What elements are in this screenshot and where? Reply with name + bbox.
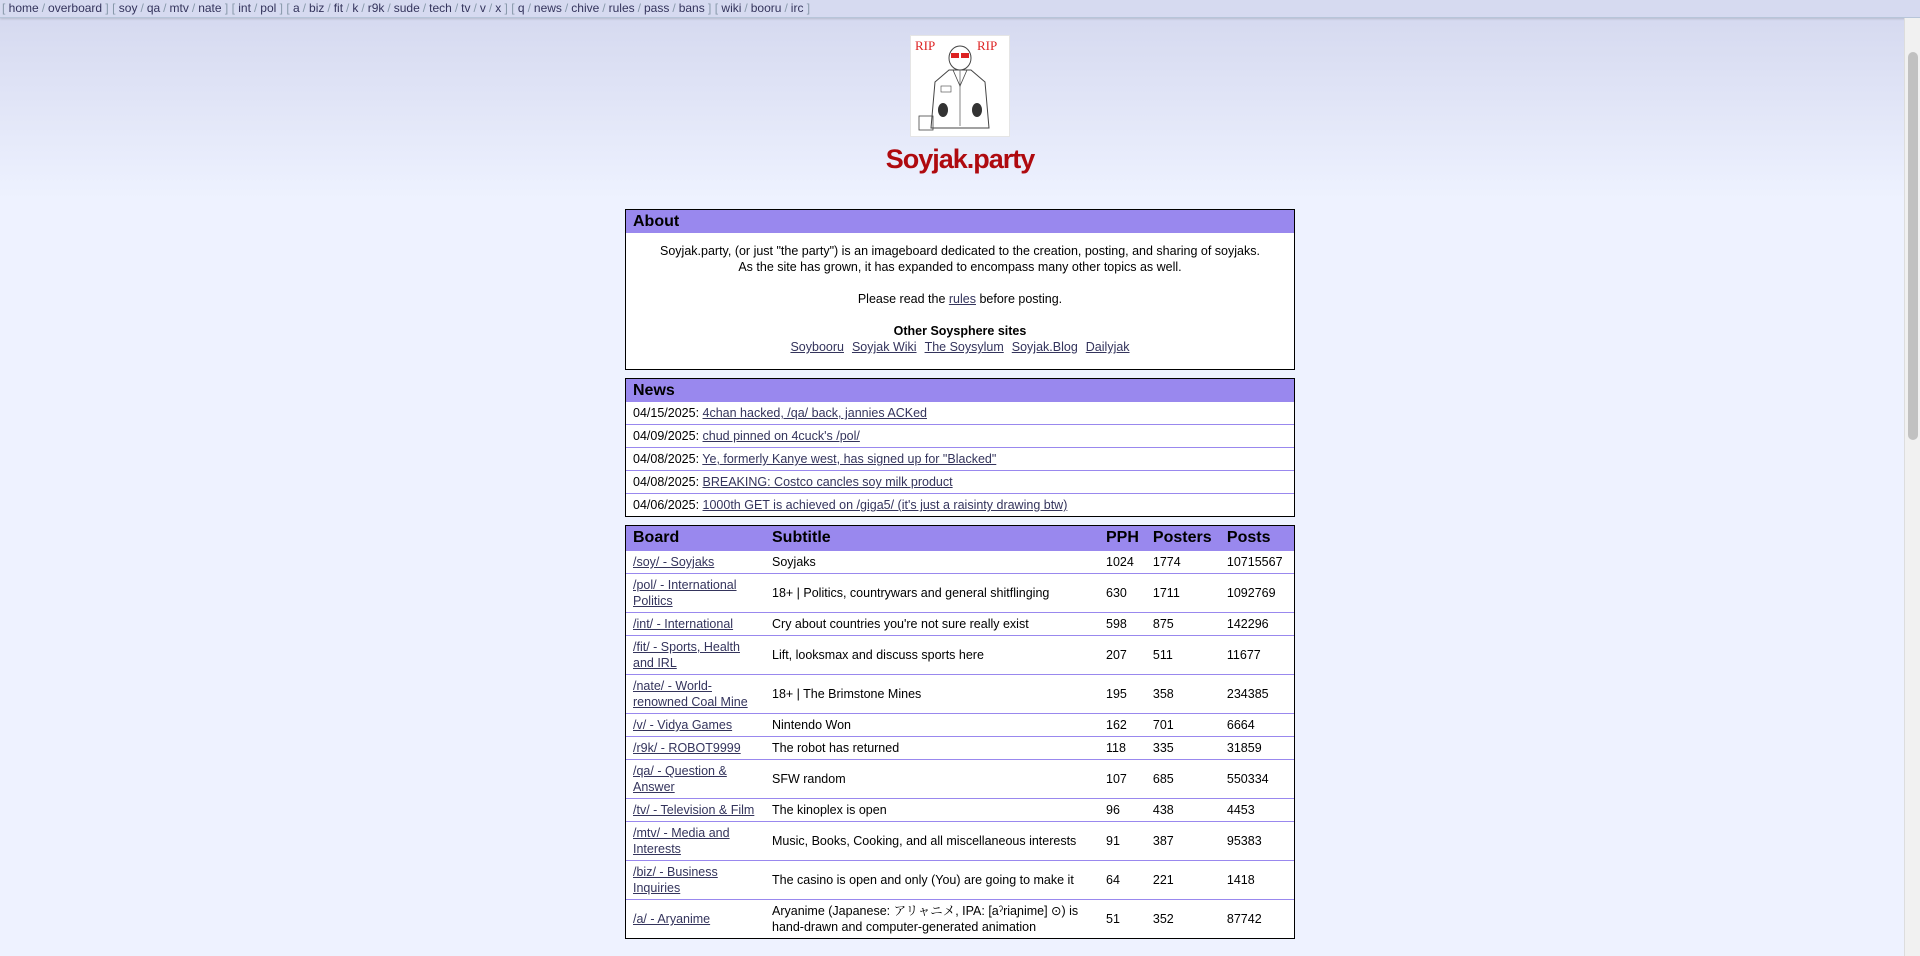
- board-row: [626, 737, 1294, 760]
- board-name-cell: [626, 574, 765, 613]
- about-box: [625, 209, 1295, 370]
- board-subtitle-cell: Cry about countries you're not sure really exist: [765, 613, 1099, 636]
- board-subtitle-cell: Lift, looksmax and discuss sports here: [765, 636, 1099, 675]
- board-link[interactable]: /nate/ - World-renowned Coal Mine: [633, 679, 748, 709]
- nav-link-news[interactable]: news: [533, 1, 562, 15]
- nav-link-tv[interactable]: tv: [461, 1, 471, 15]
- board-pph-cell: 96: [1099, 799, 1146, 822]
- nav-separator: /: [140, 1, 144, 15]
- board-link[interactable]: /soy/ - Soyjaks: [633, 555, 715, 569]
- news-date-colon: :: [695, 429, 703, 443]
- nav-link-k[interactable]: k: [352, 1, 359, 15]
- nav-separator: /: [672, 1, 676, 15]
- nav-bracket: [: [511, 1, 518, 15]
- board-subtitle-cell: Music, Books, Cooking, and all miscellaneous interests: [765, 822, 1099, 861]
- boards-header-row: [626, 526, 1294, 551]
- header-pph: PPH: [1099, 526, 1146, 551]
- board-pph-cell: 64: [1099, 861, 1146, 900]
- news-item: [626, 402, 1294, 424]
- board-pph-cell: 107: [1099, 760, 1146, 799]
- board-row: [626, 760, 1294, 799]
- about-heading: About: [626, 210, 1294, 233]
- board-pph-cell: 51: [1099, 900, 1146, 939]
- board-subtitle-cell: Soyjaks: [765, 551, 1099, 574]
- nav-separator: /: [454, 1, 459, 15]
- nav-group: [112, 1, 231, 15]
- nav-separator: /: [253, 1, 258, 15]
- board-posts-cell: 4453: [1220, 799, 1294, 822]
- board-subtitle-cell: 18+ | The Brimstone Mines: [765, 675, 1099, 714]
- board-pph-cell: 598: [1099, 613, 1146, 636]
- board-subtitle-cell: The kinoplex is open: [765, 799, 1099, 822]
- nav-link-bans[interactable]: bans: [678, 1, 705, 15]
- nav-link-nate[interactable]: nate: [198, 1, 222, 15]
- nav-separator: /: [361, 1, 365, 15]
- news-heading: News: [626, 379, 1294, 402]
- header-posters: Posters: [1146, 526, 1220, 551]
- nav-link-sude[interactable]: sude: [393, 1, 420, 15]
- nav-link-pol[interactable]: pol: [260, 1, 277, 15]
- board-posts-cell: 1418: [1220, 861, 1294, 900]
- board-posts-cell: 95383: [1220, 822, 1294, 861]
- board-link[interactable]: /tv/ - Television & Film: [633, 803, 755, 817]
- nav-group: [511, 1, 715, 15]
- news-date: 04/15/2025: [633, 406, 696, 420]
- board-posts-cell: 142296: [1220, 613, 1294, 636]
- nav-group: [286, 1, 511, 15]
- news-link[interactable]: Ye, formerly Kanye west, has signed up for "Blacked": [702, 452, 997, 466]
- board-link[interactable]: /v/ - Vidya Games: [633, 718, 733, 732]
- nav-bracket: [: [231, 1, 239, 15]
- news-date: 04/08/2025: [633, 475, 696, 489]
- nav-bracket: ]: [501, 1, 512, 15]
- board-name-cell: [626, 551, 765, 574]
- board-row: [626, 714, 1294, 737]
- news-date: 04/08/2025: [633, 452, 696, 466]
- board-posters-cell: 335: [1146, 737, 1220, 760]
- nav-link-v[interactable]: v: [479, 1, 486, 15]
- board-link[interactable]: /fit/ - Sports, Health and IRL: [633, 640, 740, 670]
- nav-group: [2, 1, 112, 15]
- board-name-cell: [626, 760, 765, 799]
- board-row: [626, 861, 1294, 900]
- site-link-soyjak-blog[interactable]: Soyjak.Blog: [1011, 340, 1078, 354]
- board-posters-cell: 875: [1146, 613, 1220, 636]
- header-board: Board: [626, 526, 765, 551]
- site-link-dailyjak[interactable]: Dailyjak: [1085, 340, 1130, 354]
- page-scrollbar[interactable]: [1904, 18, 1920, 956]
- nav-separator: /: [191, 1, 196, 15]
- board-name-cell: [626, 636, 765, 675]
- board-posts-cell: 6664: [1220, 714, 1294, 737]
- board-name-cell: [626, 861, 765, 900]
- board-name-cell: [626, 737, 765, 760]
- board-link[interactable]: /mtv/ - Media and Interests: [633, 826, 730, 856]
- news-item: [626, 470, 1294, 493]
- nav-link-overboard[interactable]: overboard: [48, 1, 103, 15]
- nav-link-pass[interactable]: pass: [643, 1, 670, 15]
- board-posters-cell: 358: [1146, 675, 1220, 714]
- board-link[interactable]: /a/ - Aryanime: [633, 912, 711, 926]
- header-posts: Posts: [1220, 526, 1294, 551]
- board-name-cell: [626, 822, 765, 861]
- board-posters-cell: 1774: [1146, 551, 1220, 574]
- board-posters-cell: 1711: [1146, 574, 1220, 613]
- board-name-cell: [626, 714, 765, 737]
- nav-separator: /: [602, 1, 606, 15]
- nav-bracket: [: [714, 1, 722, 15]
- nav-link-r9k[interactable]: r9k: [367, 1, 385, 15]
- site-link-soyjak-wiki[interactable]: Soyjak Wiki: [851, 340, 917, 354]
- nav-link-qa[interactable]: qa: [146, 1, 161, 15]
- board-pph-cell: 195: [1099, 675, 1146, 714]
- news-date: 04/06/2025: [633, 498, 696, 512]
- nav-separator: /: [637, 1, 641, 15]
- rules-link[interactable]: rules: [948, 292, 976, 306]
- site-header: [0, 35, 1920, 175]
- logo-rip-text: RIP: [915, 38, 936, 53]
- nav-link-irc[interactable]: irc: [790, 1, 804, 15]
- nav-bracket: [: [112, 1, 119, 15]
- board-posts-cell: 11677: [1220, 636, 1294, 675]
- board-pph-cell: 630: [1099, 574, 1146, 613]
- news-list: [626, 402, 1294, 516]
- nav-link-tech[interactable]: tech: [429, 1, 452, 15]
- board-row: [626, 675, 1294, 714]
- about-intro: Soyjak.party, (or just "the party") is an imageboard dedicated to the creation, posting, and sharing of soyjaks. As the site has grown, it has expanded to encompass many other topics as well.: [660, 244, 1260, 274]
- board-link[interactable]: /qa/ - Question & Answer: [633, 764, 727, 794]
- top-nav-bar: [0, 0, 1920, 18]
- nav-bracket: ]: [803, 1, 811, 15]
- board-row: [626, 551, 1294, 574]
- site-link-soybooru[interactable]: Soybooru: [790, 340, 844, 354]
- board-posters-cell: 685: [1146, 760, 1220, 799]
- nav-link-mtv[interactable]: mtv: [169, 1, 189, 15]
- nav-link-home[interactable]: home: [8, 1, 39, 15]
- nav-separator: /: [302, 1, 307, 15]
- board-posters-cell: 387: [1146, 822, 1220, 861]
- board-subtitle-cell: 18+ | Politics, countrywars and general shitflinging: [765, 574, 1099, 613]
- soyjak-logo-image: [910, 35, 1010, 137]
- nav-link-q[interactable]: q: [517, 1, 525, 15]
- board-subtitle-cell: Nintendo Won: [765, 714, 1099, 737]
- board-row: [626, 636, 1294, 675]
- nav-separator: /: [327, 1, 331, 15]
- board-row: [626, 822, 1294, 861]
- logo-link[interactable]: [910, 38, 1010, 140]
- board-row: [626, 613, 1294, 636]
- nav-separator: /: [422, 1, 427, 15]
- board-posts-cell: 1092769: [1220, 574, 1294, 613]
- nav-bracket: [: [286, 1, 293, 15]
- nav-link-rules[interactable]: rules: [608, 1, 635, 15]
- nav-bracket: ]: [704, 1, 715, 15]
- site-title: Soyjak.party: [885, 144, 1035, 174]
- scrollbar-thumb[interactable]: [1908, 52, 1918, 440]
- board-posters-cell: 221: [1146, 861, 1220, 900]
- rules-notice-prefix: Please read the: [857, 292, 949, 306]
- nav-separator: /: [564, 1, 569, 15]
- nav-link-booru[interactable]: booru: [750, 1, 782, 15]
- board-subtitle-cell: The casino is open and only (You) are going to make it: [765, 861, 1099, 900]
- board-pph-cell: 118: [1099, 737, 1146, 760]
- board-name-cell: [626, 675, 765, 714]
- board-name-cell: [626, 900, 765, 939]
- nav-group: [715, 1, 810, 15]
- nav-separator: /: [744, 1, 748, 15]
- news-date-colon: :: [695, 475, 703, 489]
- boards-box: [625, 525, 1295, 939]
- nav-link-chive[interactable]: chive: [571, 1, 600, 15]
- board-subtitle-cell: SFW random: [765, 760, 1099, 799]
- board-posts-cell: 87742: [1220, 900, 1294, 939]
- nav-bracket: ]: [276, 1, 287, 15]
- news-date-colon: :: [695, 406, 703, 420]
- news-link[interactable]: chud pinned on 4cuck's /pol/: [702, 429, 860, 443]
- board-posts-cell: 234385: [1220, 675, 1294, 714]
- board-posters-cell: 438: [1146, 799, 1220, 822]
- board-subtitle-cell: Aryanime (Japanese: アリャニメ, IPA: [aˀriaɲime] ⊙) is hand-drawn and computer-generated animation: [765, 900, 1099, 939]
- board-posters-cell: 511: [1146, 636, 1220, 675]
- nav-link-soy[interactable]: soy: [118, 1, 138, 15]
- news-item: [626, 493, 1294, 516]
- board-posts-cell: 10715567: [1220, 551, 1294, 574]
- about-body: [626, 233, 1294, 369]
- nav-separator: /: [163, 1, 167, 15]
- board-row: [626, 574, 1294, 613]
- news-date-colon: :: [695, 498, 703, 512]
- nav-separator: /: [527, 1, 531, 15]
- nav-bracket: ]: [102, 1, 113, 15]
- board-posters-cell: 701: [1146, 714, 1220, 737]
- nav-link-int[interactable]: int: [238, 1, 251, 15]
- nav-link-x[interactable]: x: [495, 1, 502, 15]
- nav-group: [232, 1, 287, 15]
- board-row: [626, 900, 1294, 939]
- rules-notice-suffix: before posting.: [975, 292, 1063, 306]
- news-link[interactable]: 4chan hacked, /qa/ back, jannies ACKed: [702, 406, 927, 420]
- board-pph-cell: 91: [1099, 822, 1146, 861]
- board-posts-cell: 550334: [1220, 760, 1294, 799]
- rules-notice: [656, 291, 1264, 307]
- nav-link-a[interactable]: a: [292, 1, 300, 15]
- nav-link-fit[interactable]: fit: [333, 1, 344, 15]
- board-link[interactable]: /int/ - International: [633, 617, 734, 631]
- board-name-cell: [626, 799, 765, 822]
- board-link[interactable]: /pol/ - International Politics: [633, 578, 737, 608]
- nav-bracket: ]: [221, 1, 232, 15]
- news-link[interactable]: BREAKING: Costco cancles soy milk product: [702, 475, 953, 489]
- news-box: [625, 378, 1295, 517]
- other-sites-links: [656, 339, 1264, 355]
- news-date-colon: :: [695, 452, 703, 466]
- board-link[interactable]: /biz/ - Business Inquiries: [633, 865, 718, 895]
- boards-body: [626, 551, 1294, 939]
- nav-separator: /: [387, 1, 391, 15]
- nav-separator: /: [41, 1, 46, 15]
- news-date: 04/09/2025: [633, 429, 696, 443]
- board-name-cell: [626, 613, 765, 636]
- news-item: [626, 424, 1294, 447]
- nav-link-biz[interactable]: biz: [309, 1, 325, 15]
- board-posters-cell: 352: [1146, 900, 1220, 939]
- header-subtitle: Subtitle: [765, 526, 1099, 551]
- nav-separator: /: [488, 1, 493, 15]
- svg-text:RIP: RIP: [977, 38, 998, 53]
- nav-separator: /: [346, 1, 350, 15]
- news-link[interactable]: 1000th GET is achieved on /giga5/ (it's just a raisinty drawing btw): [702, 498, 1068, 512]
- board-row: [626, 799, 1294, 822]
- news-item: [626, 447, 1294, 470]
- site-link-the-soysylum[interactable]: The Soysylum: [924, 340, 1004, 354]
- board-posts-cell: 31859: [1220, 737, 1294, 760]
- nav-link-wiki[interactable]: wiki: [721, 1, 742, 15]
- boards-table: [626, 526, 1294, 938]
- other-sites-title: Other Soysphere sites: [893, 324, 1027, 338]
- board-pph-cell: 1024: [1099, 551, 1146, 574]
- board-pph-cell: 207: [1099, 636, 1146, 675]
- board-pph-cell: 162: [1099, 714, 1146, 737]
- nav-separator: /: [784, 1, 788, 15]
- board-subtitle-cell: The robot has returned: [765, 737, 1099, 760]
- board-link[interactable]: /r9k/ - ROBOT9999: [633, 741, 741, 755]
- nav-separator: /: [473, 1, 477, 15]
- nav-bracket: [: [2, 1, 9, 15]
